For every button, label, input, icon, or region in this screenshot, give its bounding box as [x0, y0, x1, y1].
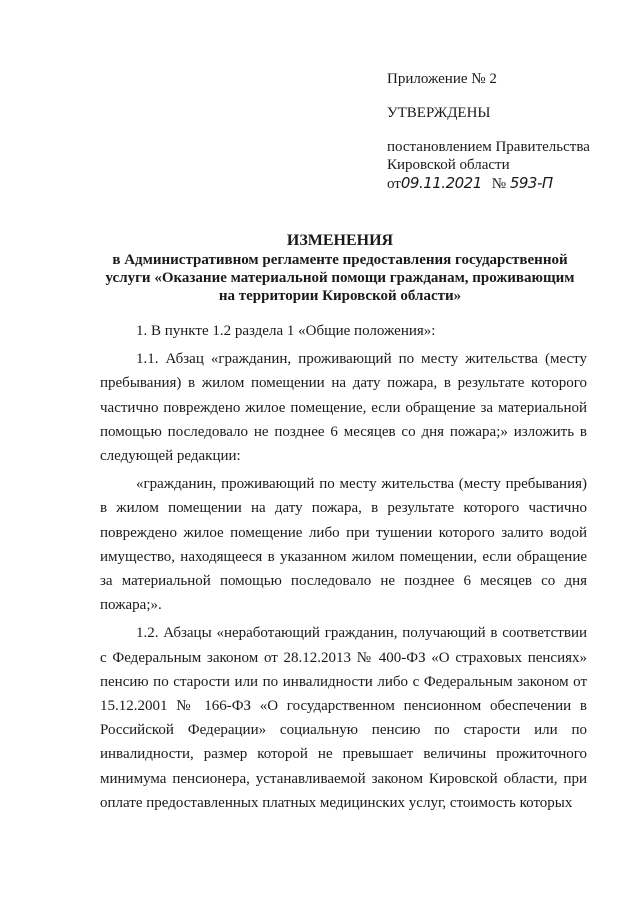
- title-line-2: услуги «Оказание материальной помощи гражданам, проживающим: [105, 270, 575, 286]
- date-prefix: от: [387, 176, 401, 192]
- paragraph-1-2: 1.2. Абзацы «неработающий гражданин, получающий в соответствии с Федеральным законом от 28.12.2013 № 400-ФЗ «О страховых пенсиях» пенсию по старости или по инвалидности либо с Федеральным законом от 15.12.2001 № 166-ФЗ «О государственном пенсионном обеспечении в Российской Федерации» социальную пенсию по старости или по инвалидности, размер которой не превышает величины прожиточного минимума пенсионера, устанавливаемой законом Кировской области, при оплате предоставленных платных медицинских услуг, стоимость которых: [100, 625, 587, 811]
- approved-label: УТВЕРЖДЕНЫ: [387, 105, 491, 121]
- document-title-block: [100, 232, 580, 305]
- document-body: [100, 319, 587, 815]
- appendix-label: Приложение № 2: [387, 71, 497, 87]
- approval-block: [387, 70, 627, 193]
- resolution-line-2: Кировской области: [387, 157, 510, 173]
- handwritten-date: 09.11.2021: [400, 174, 482, 192]
- document-heading: ИЗМЕНЕНИЯ: [286, 232, 394, 249]
- paragraph-1: 1. В пункте 1.2 раздела 1 «Общие положения»:: [136, 323, 436, 339]
- resolution-line-1: постановлением Правительства: [387, 139, 590, 155]
- handwritten-number: 593-П: [509, 174, 553, 192]
- number-sign: №: [491, 176, 507, 192]
- resolution-date-number-line: [387, 174, 627, 193]
- title-line-3: на территории Кировской области»: [218, 288, 462, 304]
- paragraph-1-1: 1.1. Абзац «гражданин, проживающий по месту жительства (месту пребывания) в жилом помещении на дату пожара, в результате которого частично повреждено жилое помещение, если обращение за материальной помощью последовало не позднее 6 месяцев со дня пожара;» изложить в следующей редакции:: [100, 351, 587, 465]
- title-line-1: в Административном регламенте предоставления государственной: [112, 252, 568, 268]
- paragraph-quote: «гражданин, проживающий по месту жительства (месту пребывания) в жилом помещении на дату пожара, в результате которого частично повреждено жилое помещение либо при тушении которого залито водой имущество, находящееся в указанном жилом помещении, если обращение за материальной помощью последовало не позднее 6 месяцев со дня пожара;».: [100, 476, 587, 614]
